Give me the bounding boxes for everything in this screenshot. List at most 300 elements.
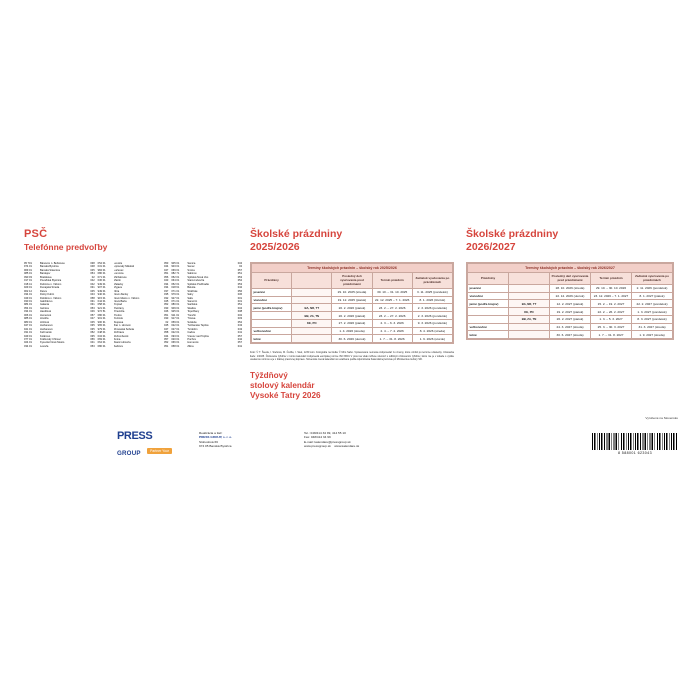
psc-dial-code: 02 bbox=[165, 320, 169, 324]
psc-dial-code: 037 bbox=[164, 289, 169, 293]
region-code: KE, PO bbox=[509, 308, 550, 316]
psc-city: Dunajská Streda bbox=[40, 286, 60, 290]
psc-code: 95 701 bbox=[24, 262, 32, 265]
last-school-day: 30. 6. 2027 (streda) bbox=[550, 331, 591, 339]
psc-code: 080 01 bbox=[97, 313, 106, 317]
region-code: BB, ZA, TN bbox=[292, 312, 332, 320]
table-row bbox=[252, 288, 453, 296]
psc-city: Martin bbox=[113, 279, 121, 283]
psc-title: PSČ bbox=[24, 228, 48, 240]
holiday-period: 29. 10. – 30. 10. 2026 bbox=[591, 284, 632, 292]
psc-dial-code: 034 bbox=[164, 282, 169, 286]
psc-dial-code: 047 bbox=[90, 317, 95, 321]
psc-dial-code: 053 bbox=[90, 344, 95, 348]
psc-dial-code: 032 bbox=[237, 313, 243, 317]
psc-dial-code: 034 bbox=[164, 286, 169, 290]
psc-dial-code: 057 bbox=[237, 268, 243, 272]
psc-code: 054 01 bbox=[97, 262, 106, 265]
psc-row bbox=[24, 345, 95, 348]
psc-city: Hurbanovo bbox=[40, 327, 53, 331]
table-row bbox=[468, 284, 673, 292]
table-column-headers bbox=[468, 273, 673, 285]
last-school-day: 28. 10. 2026 (streda) bbox=[550, 284, 591, 292]
psc-dial-code: 046 bbox=[164, 310, 169, 314]
psc-city: Levoča bbox=[113, 262, 123, 265]
publisher-address bbox=[199, 431, 232, 448]
psc-city: Pezinok bbox=[113, 317, 123, 321]
psc-city: Humenné bbox=[40, 313, 52, 317]
school-resume-day: 2. 3. 2026 (pondelok) bbox=[412, 304, 452, 312]
column-header bbox=[292, 273, 332, 289]
psc-dial-code: 031 bbox=[237, 296, 243, 300]
table-row bbox=[468, 315, 673, 323]
psc-dial-code: 045 bbox=[90, 289, 95, 293]
region-code bbox=[509, 323, 550, 331]
logo-main-text: PRESS bbox=[117, 430, 153, 442]
school-resume-day: 1. 9. 2026 (utorok) bbox=[412, 335, 452, 343]
table-row bbox=[468, 331, 673, 339]
psc-code: 949 01 bbox=[97, 282, 106, 286]
holiday-period: 22. 2. – 26. 2. 2027 bbox=[591, 308, 632, 316]
contact-tel: Tel.: 048/414 34 99, 414 55 10 bbox=[304, 431, 346, 435]
column-header: Prázdniny bbox=[468, 273, 509, 285]
psc-subtitle: Telefónne predvoľby bbox=[24, 242, 108, 252]
psc-code: 031 01 bbox=[24, 331, 32, 335]
psc-code: 069 01 bbox=[171, 268, 180, 272]
psc-code: 921 01 bbox=[97, 306, 106, 310]
psc-city: Šarišské bbox=[187, 303, 198, 307]
psc-city: Kysucké Nové Mesto bbox=[40, 341, 65, 345]
psc-dial-code: 041 bbox=[237, 344, 243, 348]
psc-dial-code: 051 bbox=[237, 303, 243, 307]
holiday-name: vianočné bbox=[252, 296, 292, 304]
psc-code: 929 01 bbox=[24, 286, 32, 290]
barcode bbox=[592, 433, 678, 455]
psc-city: Stará Ľubovňa bbox=[187, 279, 205, 283]
psc-city: Senec bbox=[187, 265, 195, 269]
holidays-2026-table-wrap bbox=[466, 262, 674, 340]
psc-city: Spišská Nová Ves bbox=[187, 275, 209, 279]
holiday-name bbox=[252, 312, 292, 320]
contact-email[interactable]: E-mail: kalendare@pressgroup.sk bbox=[304, 439, 351, 444]
last-school-day: 19. 12. 2025 (piatok) bbox=[332, 296, 372, 304]
barcode-number: 8 588001 623043 bbox=[618, 451, 652, 455]
psc-code: 071 01 bbox=[171, 289, 180, 293]
table-header-bar: Termíny školských prázdnin – školský rok 2025/2026 bbox=[252, 264, 453, 273]
psc-dial-code: 045 bbox=[90, 268, 95, 272]
psc-city: Trenčín bbox=[187, 313, 197, 317]
psc-city: Ružomberok bbox=[113, 334, 129, 338]
region-code: BA, NR, TT bbox=[509, 300, 550, 308]
table-row bbox=[468, 300, 673, 308]
psc-city: Tvrdošín bbox=[187, 327, 198, 331]
holiday-name: jarné (podľa krajov) bbox=[468, 300, 509, 308]
region-code bbox=[509, 292, 550, 300]
psc-dial-code: 042 bbox=[90, 282, 95, 286]
psc-code: 034 01 bbox=[24, 293, 32, 297]
region-code bbox=[292, 335, 332, 343]
psc-code: 901 01 bbox=[97, 317, 106, 321]
school-resume-day: 22. 2. 2027 (pondelok) bbox=[632, 300, 673, 308]
holiday-period: 23. 2. – 27. 2. 2026 bbox=[372, 312, 412, 320]
holidays-2026-section bbox=[466, 228, 674, 340]
psc-city: Nové Zámky bbox=[113, 293, 129, 297]
psc-dial-code: 034 bbox=[237, 262, 243, 265]
psc-code: 907 01 bbox=[97, 286, 106, 290]
psc-code: 027 01 bbox=[171, 327, 180, 331]
psc-dial-code: 052 bbox=[164, 303, 169, 307]
psc-code: 020 01 bbox=[171, 337, 180, 341]
psc-city: Levoča bbox=[40, 344, 49, 348]
psc-city: Kolárovo bbox=[40, 334, 51, 338]
psc-code: 965 01 bbox=[97, 324, 106, 328]
psc-dial-code: 056 bbox=[237, 289, 243, 293]
psc-code: 058 01 bbox=[97, 303, 106, 307]
psc-city: Žilina bbox=[187, 344, 194, 348]
psc-code: 947 01 bbox=[24, 324, 32, 328]
psc-city: Hriňová bbox=[40, 320, 49, 324]
psc-city: Svätuše bbox=[187, 320, 197, 324]
psc-city: Poprad bbox=[113, 303, 123, 307]
psc-city: Beluša bbox=[187, 286, 196, 290]
psc-code: 979 01 bbox=[97, 327, 106, 331]
psc-dial-code: 036 bbox=[237, 293, 243, 297]
logo-sub-text: GROUP bbox=[117, 450, 141, 457]
last-school-day: 24. 3. 2027 (streda) bbox=[550, 323, 591, 331]
psc-code: 066 01 bbox=[171, 341, 180, 345]
psc-dial-code: 02 bbox=[91, 275, 95, 279]
press-group-logo bbox=[117, 431, 189, 457]
psc-city: Dubnica n. Váhom bbox=[40, 282, 62, 286]
psc-city: Lučenec bbox=[113, 268, 124, 272]
psc-dial-code: 046 bbox=[90, 310, 95, 314]
address-street: Slobodová 66 bbox=[199, 439, 218, 444]
psc-code: 080 01 bbox=[97, 344, 106, 348]
psc-code: 064 01 bbox=[171, 279, 180, 283]
psc-code: 927 01 bbox=[171, 296, 180, 300]
psc-city: Púchov bbox=[187, 337, 196, 341]
holiday-period: 1. 7. – 31. 8. 2026 bbox=[372, 335, 412, 343]
psc-city: Skalica bbox=[187, 306, 196, 310]
psc-dial-code: 053 bbox=[90, 306, 95, 310]
holiday-period: 22. 12. 2025 – 7. 1. 2026 bbox=[372, 296, 412, 304]
last-school-day: 27. 2. 2026 (piatok) bbox=[332, 319, 372, 327]
school-resume-day: 8. 1. 2026 (štvrtok) bbox=[412, 296, 452, 304]
psc-dial-code: 052 bbox=[237, 320, 243, 324]
psc-dial-code: 053 bbox=[237, 282, 243, 286]
barcode-bars bbox=[592, 433, 678, 450]
table-row bbox=[468, 292, 673, 300]
psc-dial-code: 043 bbox=[164, 279, 169, 283]
school-resume-day: 8. 3. 2027 (pondelok) bbox=[632, 315, 673, 323]
school-resume-day: 31. 3. 2027 (streda) bbox=[632, 323, 673, 331]
psc-column bbox=[171, 262, 242, 348]
region-code: BA, NR, TT bbox=[292, 304, 332, 312]
psc-city: Bánovce n. Bebravou bbox=[40, 262, 65, 265]
column-header: Prázdniny bbox=[252, 273, 292, 289]
psc-city: Hnúšťa bbox=[40, 317, 49, 321]
school-resume-day: 3. 11. 2025 (pondelok) bbox=[412, 288, 452, 296]
psc-city: Trnava bbox=[187, 317, 196, 321]
psc-city: Považská Bystrica bbox=[40, 279, 62, 283]
psc-city: Detva bbox=[40, 289, 47, 293]
last-school-day: 22. 12. 2026 (utorok) bbox=[550, 292, 591, 300]
psc-city: Sabinov bbox=[113, 344, 124, 348]
last-school-day: 20. 2. 2026 (piatok) bbox=[332, 304, 372, 312]
psc-code: 034 01 bbox=[24, 344, 32, 348]
psc-code: 036 01 bbox=[97, 279, 106, 283]
psc-dial-code: 045 bbox=[164, 324, 169, 328]
calendar-title-line2: stolový kalendár bbox=[250, 381, 315, 391]
psc-city: Nové Mesto n. Váhom bbox=[113, 296, 140, 300]
contact-web-2[interactable]: www.kalendare.sk bbox=[334, 443, 360, 448]
logo-tagline: Partner Your bbox=[147, 448, 172, 454]
psc-city: Banská Štiavnica bbox=[40, 268, 60, 272]
psc-city: Kráľovský Chlmec bbox=[40, 337, 61, 341]
contact-web-1[interactable]: www.pressgroup.sk bbox=[304, 443, 331, 448]
psc-section bbox=[24, 228, 242, 348]
psc-code: 915 01 bbox=[97, 296, 106, 300]
region-code bbox=[292, 327, 332, 335]
holidays-2026-title-1: Školské prázdniny bbox=[466, 228, 559, 240]
psc-city: Strážske bbox=[187, 289, 198, 293]
psc-city: Stará Ľubovňa bbox=[113, 341, 131, 345]
table-row bbox=[468, 308, 673, 316]
psc-dial-code: 051 bbox=[237, 272, 243, 276]
psc-code: 905 01 bbox=[171, 262, 180, 265]
psc-code: 962 12 bbox=[24, 289, 32, 293]
table-row bbox=[252, 312, 453, 320]
psc-code: 022 01 bbox=[171, 331, 180, 335]
calendar-title-line1: Týždňový bbox=[250, 371, 288, 381]
psc-city: Gabčíkovo bbox=[40, 299, 53, 303]
psc-code: 911 01 bbox=[171, 313, 180, 317]
psc-dial-code: 038 bbox=[237, 310, 243, 314]
school-resume-day: 1. 3. 2027 (pondelok) bbox=[632, 308, 673, 316]
psc-city: Hurbanovo bbox=[40, 324, 53, 328]
column-header: Termín prázdnin bbox=[372, 273, 412, 289]
psc-dial-code: 033 bbox=[164, 306, 169, 310]
school-resume-day: 9. 3. 2026 (pondelok) bbox=[412, 319, 452, 327]
psc-city: Prešov bbox=[113, 313, 122, 317]
psc-dial-code: 053 bbox=[237, 275, 243, 279]
column-header: Posledný deň vyučovania pred prázdninami bbox=[332, 273, 372, 289]
psc-city: Sabinov bbox=[187, 272, 197, 276]
psc-code: 093 01 bbox=[171, 334, 180, 338]
psc-dial-code: 043 bbox=[237, 327, 243, 331]
table-header-bar: Termíny školských prázdnin – školský rok 2026/2027 bbox=[468, 264, 673, 273]
psc-code: 034 01 bbox=[24, 310, 32, 314]
psc-code: 048 01 bbox=[97, 331, 106, 335]
psc-code: 024 01 bbox=[24, 341, 32, 345]
last-school-day: 19. 2. 2027 (piatok) bbox=[550, 308, 591, 316]
psc-dial-code: 052 bbox=[164, 341, 169, 345]
psc-dial-code: 052 bbox=[90, 331, 95, 335]
made-in-label: Vyrobené na Slovensku bbox=[645, 416, 678, 420]
last-school-day: 12. 2. 2027 (piatok) bbox=[550, 300, 591, 308]
psc-column bbox=[98, 262, 169, 348]
psc-city: Nová Baňa bbox=[113, 299, 127, 303]
psc-city: Rimavská Sobota bbox=[113, 327, 134, 331]
psc-dial-code: 041 bbox=[237, 331, 243, 335]
psc-dial-code: 045 bbox=[90, 320, 95, 324]
psc-code: 085 01 bbox=[24, 272, 32, 276]
psc-code: 984 01 bbox=[97, 268, 106, 272]
psc-code: 969 01 bbox=[24, 268, 32, 272]
school-resume-day: 2. 3. 2026 (pondelok) bbox=[412, 312, 452, 320]
psc-dial-code: 035 bbox=[164, 293, 169, 297]
holiday-name bbox=[468, 315, 509, 323]
last-school-day: 20. 2. 2026 (piatok) bbox=[332, 312, 372, 320]
psc-code: 034 01 bbox=[97, 334, 106, 338]
psc-city: Bratislava bbox=[40, 275, 52, 279]
psc-dial-code: 031 bbox=[90, 299, 95, 303]
psc-city: Smina bbox=[187, 268, 195, 272]
psc-dial-code: 032 bbox=[164, 296, 169, 300]
psc-city: Rožňava bbox=[113, 331, 124, 335]
psc-city: Handlová bbox=[40, 310, 51, 314]
psc-code: 080 01 bbox=[171, 303, 180, 307]
psc-column bbox=[24, 262, 95, 348]
psc-code: 059 01 bbox=[171, 320, 180, 324]
psc-dial-code: 051 bbox=[164, 344, 169, 348]
holidays-2026-title-2: 2026/2027 bbox=[466, 240, 516, 253]
psc-code: 071 01 bbox=[97, 275, 106, 279]
psc-dial-code: 042 bbox=[237, 286, 243, 290]
psc-code: 985 01 bbox=[24, 317, 32, 321]
psc-dial-code: 047 bbox=[164, 268, 169, 272]
address-company: PRESS GROUP, s. r. o. bbox=[199, 435, 232, 440]
psc-city: Spišské Podhradie bbox=[187, 282, 209, 286]
psc-code: 984 01 bbox=[24, 303, 32, 307]
holiday-name: vianočné bbox=[468, 292, 509, 300]
page-content bbox=[14, 228, 686, 478]
calendar-title bbox=[250, 371, 454, 401]
holiday-name: jesenné bbox=[468, 284, 509, 292]
column-header bbox=[509, 273, 550, 285]
region-code bbox=[292, 288, 332, 296]
column-header: Začiatok vyučovania po prázdninách bbox=[412, 273, 452, 289]
psc-dial-code: 056 bbox=[164, 275, 169, 279]
psc-city: Snina bbox=[113, 337, 121, 341]
psc-row bbox=[171, 345, 242, 348]
psc-city: Bardejov bbox=[40, 272, 51, 276]
psc-code: 080 01 bbox=[97, 272, 106, 276]
table-row bbox=[252, 327, 453, 335]
psc-city: Senica bbox=[187, 262, 196, 265]
psc-dial-code: 041 bbox=[90, 341, 95, 345]
psc-city: Topoľčany bbox=[187, 310, 200, 314]
psc-city: Michalovce bbox=[113, 275, 127, 279]
psc-code: 974 01 bbox=[24, 265, 32, 269]
holiday-period: 2. 3. – 6. 3. 2026 bbox=[372, 319, 412, 327]
psc-dial-code: 053 bbox=[164, 262, 169, 265]
psc-code: 018 41 bbox=[24, 282, 32, 286]
psc-city: Humenné bbox=[187, 341, 199, 345]
school-resume-day: 1. 9. 2027 (streda) bbox=[632, 331, 673, 339]
psc-city: Vranov nad Topľou bbox=[187, 334, 210, 338]
psc-dial-code: 051 bbox=[164, 313, 169, 317]
publisher-contact bbox=[304, 431, 359, 448]
psc-code: 069 01 bbox=[97, 337, 106, 341]
psc-dial-code: 02 bbox=[239, 265, 243, 269]
psc-dial-code: 031 bbox=[90, 286, 95, 290]
last-school-day: 29. 10. 2025 (streda) bbox=[332, 288, 372, 296]
table-row bbox=[252, 335, 453, 343]
psc-dial-code: 057 bbox=[90, 313, 95, 317]
holiday-name: jarné (podľa krajov) bbox=[252, 304, 292, 312]
psc-dial-code: 035 bbox=[90, 327, 95, 331]
address-city: 974 05 Banská Bystrica bbox=[199, 443, 232, 448]
psc-dial-code: 045 bbox=[164, 299, 169, 303]
psc-code: 071 01 bbox=[171, 299, 180, 303]
psc-city: Šahy bbox=[187, 293, 194, 297]
holiday-period: 1. 3. – 5. 3. 2027 bbox=[591, 315, 632, 323]
psc-dial-code: 043 bbox=[90, 293, 95, 297]
psc-dial-code: 057 bbox=[164, 337, 169, 341]
psc-code: 949 01 bbox=[24, 334, 32, 338]
psc-code: 022 01 bbox=[171, 324, 180, 328]
holidays-2026-table bbox=[467, 263, 673, 339]
psc-city: Dolný Kubín bbox=[40, 293, 55, 297]
psc-code: 980 01 bbox=[24, 320, 32, 324]
psc-city: Dobšiná n. Váhom bbox=[40, 296, 62, 300]
table-row bbox=[252, 296, 453, 304]
region-code: KE, PO bbox=[292, 319, 332, 327]
last-school-day: 26. 2. 2027 (piatok) bbox=[550, 315, 591, 323]
psc-dial-code: 048 bbox=[90, 265, 95, 269]
psc-dial-code: 044 bbox=[164, 265, 169, 269]
psc-code: 066 01 bbox=[24, 313, 32, 317]
holiday-period: 23. 12. 2026 – 7. 1. 2027 bbox=[591, 292, 632, 300]
psc-dial-code: 042 bbox=[90, 279, 95, 283]
holiday-name: letné bbox=[252, 335, 292, 343]
psc-code: 017 01 bbox=[24, 279, 32, 283]
holiday-period: 2. 4. – 7. 4. 2026 bbox=[372, 327, 412, 335]
psc-dial-code: 043 bbox=[237, 324, 243, 328]
psc-code: 903 01 bbox=[171, 265, 180, 269]
table-column-headers bbox=[252, 273, 453, 289]
calendar-title-line3: Vysoké Tatry 2026 bbox=[250, 391, 321, 401]
psc-code: 049 01 bbox=[24, 296, 32, 300]
region-code bbox=[509, 284, 550, 292]
region-code: BB, ZA, TN bbox=[509, 315, 550, 323]
psc-dial-code: 044 bbox=[164, 334, 169, 338]
holiday-period: 23. 2. – 27. 2. 2026 bbox=[372, 304, 412, 312]
school-resume-day: 8. 1. 2027 (piatok) bbox=[632, 292, 673, 300]
psc-dial-code: 031 bbox=[90, 303, 95, 307]
holiday-period: 15. 2. – 19. 2. 2027 bbox=[591, 300, 632, 308]
psc-dial-code: 054 bbox=[90, 272, 95, 276]
school-resume-day: 2. 11. 2026 (pondelok) bbox=[632, 284, 673, 292]
holiday-name: letné bbox=[468, 331, 509, 339]
psc-dial-code: 031 bbox=[237, 299, 243, 303]
region-code bbox=[292, 296, 332, 304]
psc-city: Kežmarok bbox=[40, 331, 52, 335]
psc-dial-code: 057 bbox=[237, 341, 243, 345]
psc-code: 925 01 bbox=[171, 310, 180, 314]
psc-row bbox=[98, 345, 169, 348]
psc-dial-code: 038 bbox=[90, 262, 95, 265]
psc-city: Piešťany bbox=[113, 306, 124, 310]
psc-code: 972 51 bbox=[97, 310, 106, 314]
psc-code: 940 01 bbox=[97, 293, 106, 297]
psc-dial-code: 033 bbox=[237, 317, 243, 321]
last-school-day: 30. 6. 2026 (utorok) bbox=[332, 335, 372, 343]
psc-city: Turčianske Teplice bbox=[187, 324, 209, 328]
psc-city: Gelnica bbox=[40, 306, 49, 310]
psc-code: 900 31 bbox=[97, 320, 106, 324]
